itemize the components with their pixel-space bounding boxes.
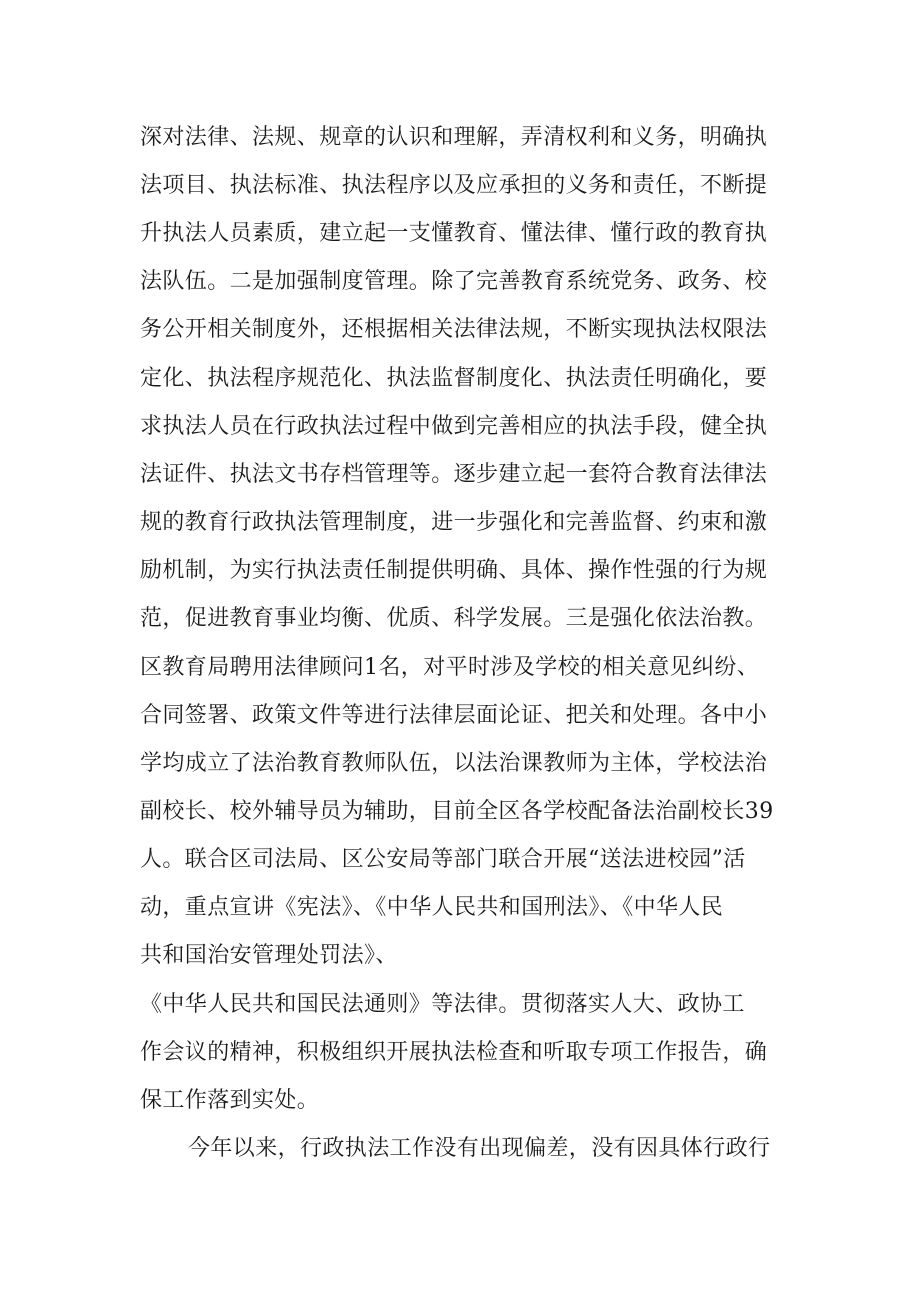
- text-line-8: 法证件、执法文书存档管理等。逐步建立起一套符合教育法律法: [140, 462, 768, 487]
- text-line-10: 励机制，为实行执法责任制提供明确、具体、操作性强的行为规: [140, 558, 768, 583]
- text-line-14: 学均成立了法治教育教师队伍，以法治课教师为主体，学校法治: [140, 751, 768, 776]
- text-line-3: 升执法人员素质，建立起一支懂教育、懂法律、懂行政的教育执: [140, 221, 768, 246]
- text-line-22: 今年以来，行政执法工作没有出现偏差，没有因具体行政行: [188, 1136, 771, 1161]
- text-line-18: 共和国治安管理处罚法》、: [140, 943, 398, 968]
- text-line-13: 合同签署、政策文件等进行法律层面论证、把关和处理。各中小: [140, 703, 768, 728]
- text-line-19: 《中华人民共和国民法通则》等法律。贯彻落实人大、政协工: [140, 992, 745, 1017]
- text-line-4: 法队伍。二是加强制度管理。除了完善教育系统党务、政务、校: [140, 269, 768, 294]
- text-line-15: 副校长、校外辅导员为辅助，目前全区各学校配备法治副校长39: [140, 799, 774, 824]
- text-line-16: 人。联合区司法局、区公安局等部门联合开展“送法进校园”活: [140, 847, 746, 872]
- text-line-17: 动，重点宣讲《宪法》、《中华人民共和国刑法》、《中华人民: [140, 895, 724, 920]
- text-line-2: 法项目、执法标准、执法程序以及应承担的义务和责任，不断提: [140, 173, 768, 198]
- text-line-7: 求执法人员在行政执法过程中做到完善相应的执法手段，健全执: [140, 414, 768, 439]
- text-line-1: 深对法律、法规、规章的认识和理解，弄清权利和义务，明确执: [140, 125, 768, 150]
- text-line-11: 范，促进教育事业均衡、优质、科学发展。三是强化依法治教。: [140, 606, 768, 631]
- text-line-6: 定化、执法程序规范化、执法监督制度化、执法责任明确化，要: [140, 366, 768, 391]
- text-line-21: 保工作落到实处。: [140, 1088, 320, 1113]
- text-line-5: 务公开相关制度外，还根据相关法律法规，不断实现执法权限法: [140, 317, 768, 342]
- text-line-9: 规的教育行政执法管理制度，进一步强化和完善监督、约束和激: [140, 510, 768, 535]
- text-line-12: 区教育局聘用法律顾问1名，对平时涉及学校的相关意见纠纷、: [140, 655, 760, 680]
- text-line-20: 作会议的精神，积极组织开展执法检查和听取专项工作报告，确: [140, 1040, 768, 1065]
